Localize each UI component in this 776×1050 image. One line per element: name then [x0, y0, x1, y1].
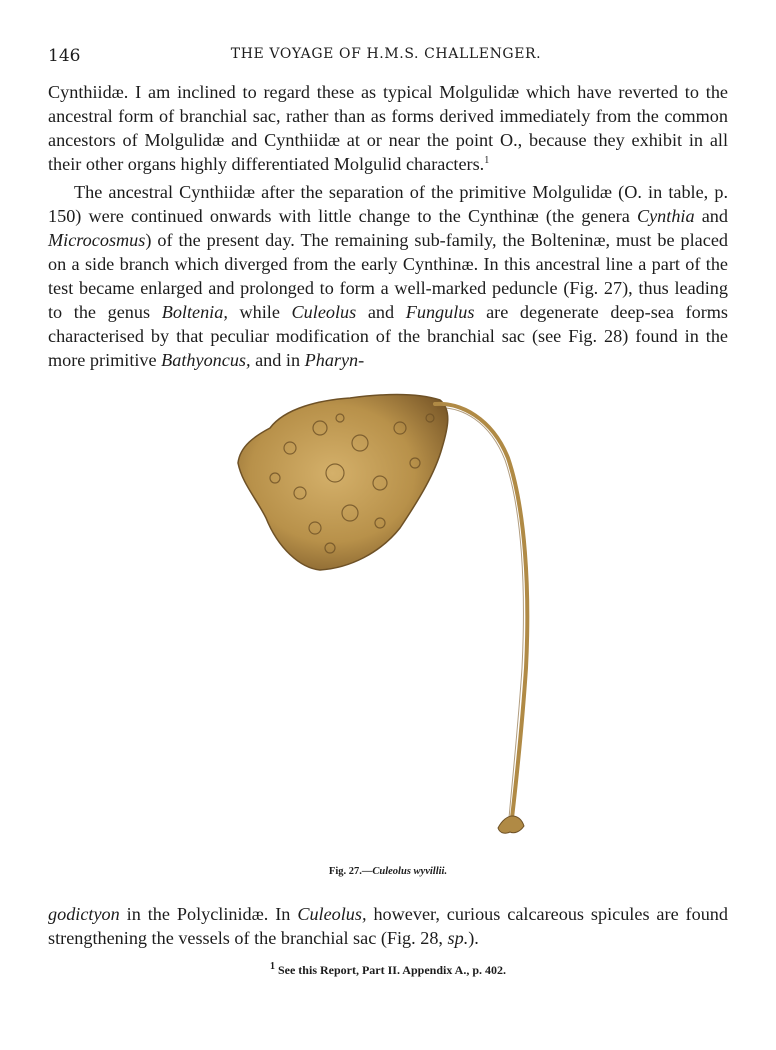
- spicule-label: sp.: [447, 928, 469, 948]
- caption-label: Fig. 27.—: [328, 866, 373, 877]
- paragraph-2: [48, 180, 728, 372]
- p2-text-b: and: [694, 206, 728, 226]
- footnote-marker: 1: [269, 961, 275, 972]
- genus-microcosmus: Microcosmus: [48, 230, 146, 250]
- figure-caption: [0, 866, 776, 877]
- page-number: 146: [48, 46, 81, 66]
- paragraph-3: [48, 902, 728, 950]
- main-text: [48, 80, 728, 372]
- genus-pharyngodictyon-start: Pharyn-: [304, 350, 365, 370]
- caption-species: Culeolus wyvillii.: [372, 866, 448, 877]
- footnote: [0, 963, 776, 978]
- figure-27: [230, 388, 550, 848]
- genus-bathyoncus: Bathyoncus,: [161, 350, 251, 370]
- p2-text-e: and: [356, 302, 406, 322]
- page-header: [48, 46, 724, 68]
- p2-text-f: are degenerate deep-sea forms characterised by that peculiar modification of the branchial sac (see Fig. 28) found in the more primitive: [48, 302, 728, 370]
- genus-boltenia: Boltenia,: [161, 302, 228, 322]
- p3-text-a: in the Polyclinidæ. In: [119, 904, 298, 924]
- p2-text-a: The ancestral Cynthiidæ after the separation of the primitive Molgulidæ (O. in table, p. 150) were continued onwards with little change to the Cynthinæ (the genera: [48, 182, 728, 226]
- running-title: THE VOYAGE OF H.M.S. CHALLENGER.: [230, 46, 542, 62]
- genus-pharyngodictyon-end: godictyon: [48, 904, 120, 924]
- footnote-text: See this Report, Part II. Appendix A., p. 402.: [274, 963, 507, 977]
- paragraph-1: [48, 80, 728, 176]
- genus-cynthia: Cynthia: [636, 206, 695, 226]
- genus-culeolus-2: Culeolus,: [297, 904, 367, 924]
- genus-culeolus: Culeolus: [291, 302, 357, 322]
- footnote-reference: 1: [484, 154, 490, 166]
- p1-text: Cynthiidæ. I am inclined to regard these as typical Molgulidæ which have reverted to the ancestral form of branchial sac, rather than as forms derived immediately from the common ancestors of Molgulidæ and Cynthiidæ at or near the point O., because they exhibit in all their other organs highly differentiated Molgulid characters.: [48, 82, 728, 174]
- culeolus-stalk: [435, 404, 527, 818]
- culeolus-foot: [498, 816, 524, 833]
- p2-text-d: while: [227, 302, 292, 322]
- p3-text-b: however, curious calcareous spicules are found strengthening the vessels of the branchial sac (Fig. 28,: [48, 904, 728, 948]
- genus-fungulus: Fungulus: [405, 302, 475, 322]
- p3-text-c: ).: [468, 928, 479, 948]
- p2-text-c: ) of the present day. The remaining sub-family, the Bolteninæ, must be placed on a side branch which diverged from the early Cynthinæ. In this ancestral line a part of the test became enlarged and prolonged to form a well-marked peduncle (Fig. 27), thus leading to the genus: [48, 230, 728, 322]
- culeolus-illustration: [230, 388, 550, 848]
- p2-text-g: and in: [250, 350, 305, 370]
- continued-text: [48, 902, 728, 950]
